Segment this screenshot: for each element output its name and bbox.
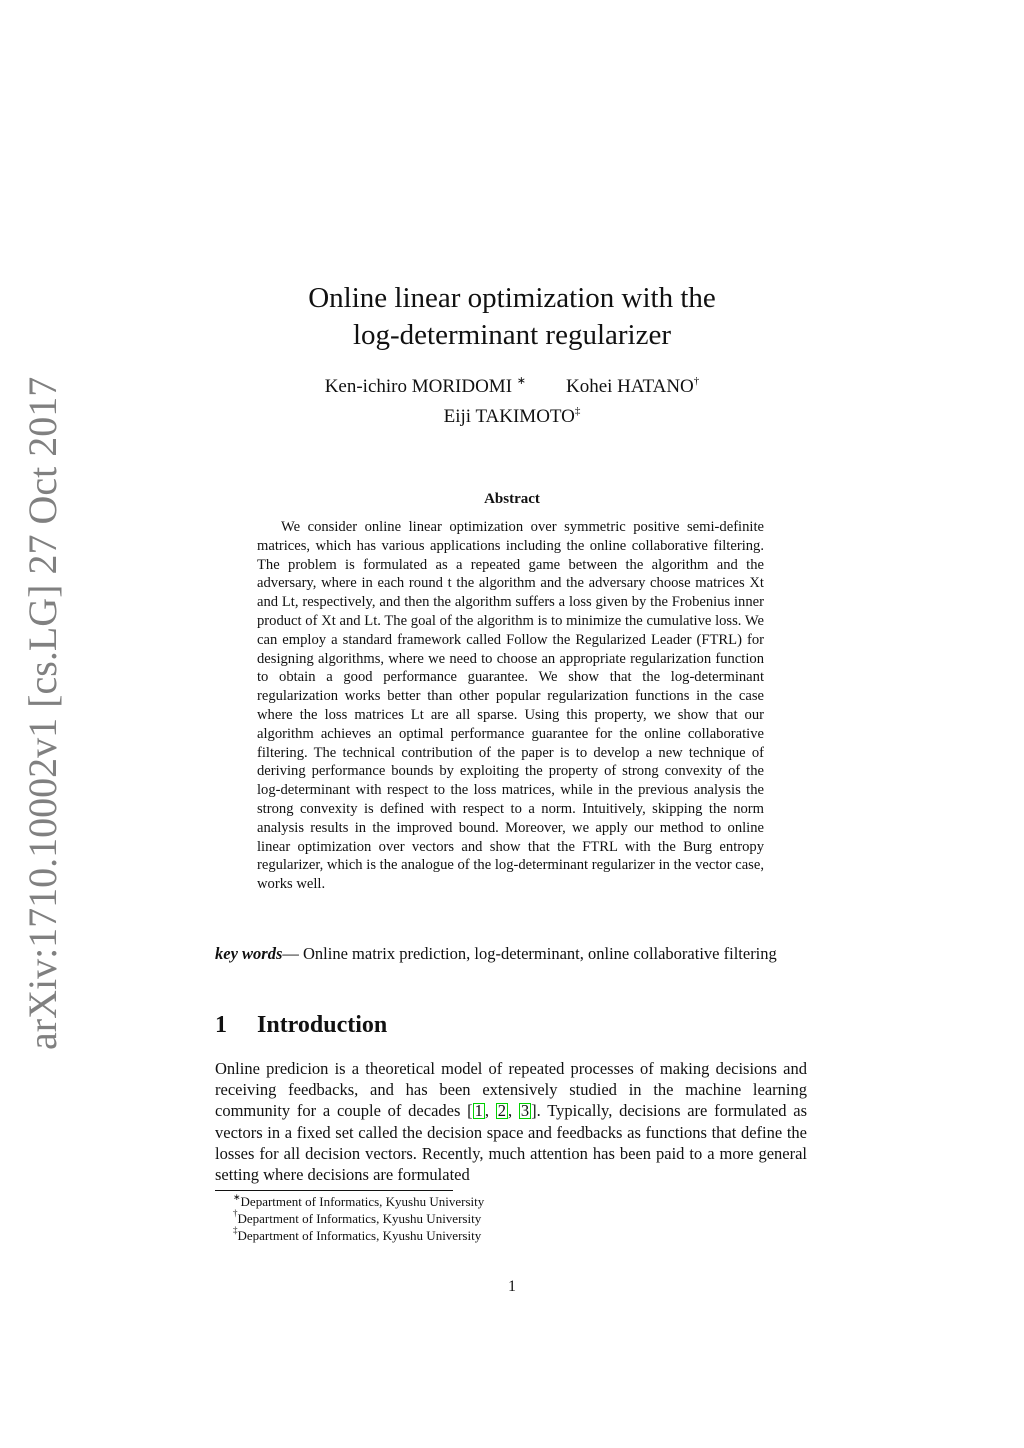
paper-title <box>212 280 812 354</box>
abstract-text: We consider online linear optimization over symmetric positive semi-definite matrices, which has various applications including the online collaborative filtering. The problem is formulated as a repeated game between the algorithm and the adversary, where in each round t the algorithm and the adversary choose matrices Xt and Lt, respectively, and then the algorithm suffers a loss given by the Frobenius inner product of Xt and Lt. The goal of the algorithm is to minimize the cumulative loss. We can employ a standard framework called Follow the Regularized Leader (FTRL) for designing algorithms, where we need to choose an appropriate regularization function to obtain a good performance guarantee. We show that the log-determinant regularization works better than other popular regularization functions in the case where the loss matrices Lt are all sparse. Using this property, we show that our algorithm achieves an optimal performance guarantee for the online collaborative filtering. The technical contribution of the paper is to develop a new technique of deriving performance bounds by exploiting the property of strong convexity of the log-determinant with respect to the loss matrices, while in the previous analysis the strong convexity is defined with respect to a norm. Intuitively, skipping the norm analysis results in the improved bound. Moreover, we apply our method to online linear optimization over vectors and show that the FTRL with the Burg entropy regularizer, which is the analogue of the log-determinant regularizer in the vector case, works well. <box>257 519 764 893</box>
abstract-heading: Abstract <box>484 491 540 507</box>
author-3: Eiji TAKIMOTO‡ <box>443 404 581 427</box>
footnote-divider <box>215 1190 453 1191</box>
author-3-mark: ‡ <box>574 404 581 417</box>
introduction-paragraph: Online predicion is a theoretical model of repeated processes of making decisions and receiving feedbacks, and has been extensively studied in the machine learning community for a couple of decades [ 1 , 2 , 3 ]. Typically, decisions are formulated as vectors in a fixed set called the decision space and feedbacks as functions that define the losses for all decision vectors. Recently, much attention has been paid to a more general setting where decisions are formulated <box>215 1059 808 1185</box>
footnote-3: ‡Department of Informatics, Kyushu University <box>233 1225 482 1243</box>
keywords-text: — Online matrix prediction, log-determinant, online collaborative filtering <box>282 944 777 963</box>
title-line-2: log-determinant regularizer <box>352 319 672 351</box>
section-number: 1 <box>215 1012 227 1038</box>
author-1: Ken-ichiro MORIDOMI ∗ <box>324 374 526 397</box>
citation-link-3[interactable]: 3 <box>520 1101 530 1121</box>
citation-link-1[interactable]: 1 <box>474 1101 483 1121</box>
author-2-mark: † <box>693 374 700 387</box>
keywords-paragraph <box>215 943 807 964</box>
arxiv-identifier-stamp: arXiv:1710.10002v1 [cs.LG] 27 Oct 2017 <box>20 376 65 1050</box>
citation-link-2[interactable]: 2 <box>497 1101 507 1121</box>
section-heading <box>215 1012 387 1039</box>
footnote-1: ∗Department of Informatics, Kyushu University <box>233 1191 485 1209</box>
keywords-label: key words <box>215 944 283 963</box>
author-block <box>212 372 812 432</box>
page-number: 1 <box>508 1278 516 1295</box>
section-title: Introduction <box>257 1012 388 1038</box>
author-2: Kohei HATANO† <box>566 374 700 397</box>
footnote-2: †Department of Informatics, Kyushu University <box>233 1208 482 1226</box>
author-1-mark: ∗ <box>516 374 526 387</box>
footnotes <box>233 1191 485 1244</box>
title-line-1: Online linear optimization with the <box>308 282 716 314</box>
